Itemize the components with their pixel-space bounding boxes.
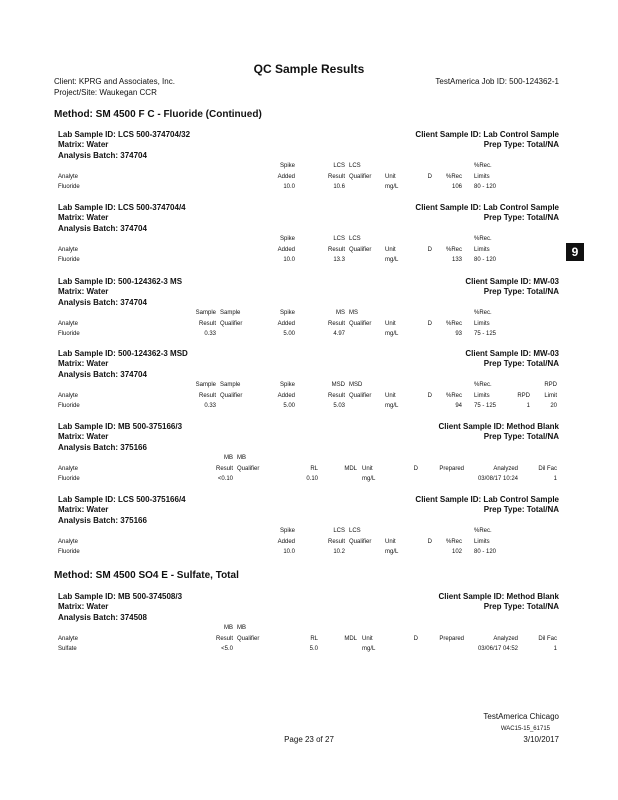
column-header: Limits (474, 321, 490, 327)
table-cell: 80 - 120 (474, 257, 497, 263)
column-header: Analyte (58, 247, 79, 253)
table-cell: 80 - 120 (474, 184, 497, 190)
client-sample-id: Client Sample ID: Method Blank (438, 422, 559, 431)
column-header: LCS (333, 163, 345, 169)
matrix-label: Matrix: Water (58, 140, 109, 149)
table-cell: Fluoride (58, 403, 80, 409)
matrix-label: Matrix: Water (58, 602, 109, 611)
table-cell: <0.10 (217, 476, 233, 482)
matrix-label: Matrix: Water (58, 505, 109, 514)
column-header: %Rec (445, 174, 462, 180)
analysis-batch: Analysis Batch: 374704 (58, 151, 147, 160)
column-header: RL (310, 466, 318, 472)
column-header: D (427, 321, 432, 327)
table-cell: 03/06/17 04:52 (477, 646, 518, 652)
table-cell: mg/L (385, 184, 399, 190)
column-header: Result (215, 466, 233, 472)
column-header: Qualifier (220, 393, 243, 399)
table-cell: mg/L (385, 257, 399, 263)
table-cell: 5.03 (333, 403, 345, 409)
table-cell: 1 (553, 646, 557, 652)
column-header: Analyzed (493, 636, 518, 642)
column-header: MB (237, 455, 246, 461)
column-header: Limit (544, 393, 557, 399)
footer-doc-id: WAC15-15_61715 (500, 726, 550, 732)
column-header: Prepared (439, 466, 464, 472)
column-header: Sample (220, 310, 241, 316)
lab-sample-id: Lab Sample ID: MB 500-375166/3 (58, 422, 183, 431)
column-header: %Rec (445, 247, 462, 253)
column-header: Spike (279, 310, 295, 316)
table-cell: 0.33 (204, 331, 216, 337)
method-heading-fluoride: Method: SM 4500 F C - Fluoride (Continued) (54, 109, 262, 120)
prep-type: Prep Type: Total/NA (483, 359, 559, 368)
table-cell: 10.6 (333, 184, 345, 190)
analysis-batch: Analysis Batch: 374508 (58, 613, 147, 622)
column-header: Limits (474, 393, 490, 399)
column-header: Analyte (58, 539, 79, 545)
column-header: Result (327, 393, 345, 399)
table-cell: 75 - 125 (474, 331, 497, 337)
column-header: %Rec. (474, 236, 492, 242)
table-cell: Sulfate (58, 646, 77, 652)
column-header: Limits (474, 174, 490, 180)
table-cell: mg/L (385, 331, 399, 337)
column-header: Analyzed (493, 466, 518, 472)
column-header: Sample (220, 382, 241, 388)
column-header: Result (198, 393, 216, 399)
column-header: Qualifier (349, 321, 372, 327)
table-cell: 75 - 125 (474, 403, 497, 409)
column-header: Spike (279, 236, 295, 242)
analysis-batch: Analysis Batch: 374704 (58, 370, 147, 379)
table-cell: 102 (451, 549, 462, 555)
column-header: Unit (362, 636, 373, 642)
table-cell: 1 (526, 403, 530, 409)
column-header: D (427, 247, 432, 253)
column-header: Analyte (58, 174, 79, 180)
column-header: Result (327, 247, 345, 253)
table-cell: 10.0 (283, 184, 295, 190)
column-header: Dil Fac (538, 466, 557, 472)
column-header: MDL (344, 466, 357, 472)
table-cell: 93 (455, 331, 462, 337)
table-cell: Fluoride (58, 476, 80, 482)
page-title: QC Sample Results (253, 62, 365, 76)
method-heading-sulfate: Method: SM 4500 SO4 E - Sulfate, Total (54, 570, 239, 581)
section-tab: 9 (566, 243, 584, 261)
table-cell: <5.0 (221, 646, 233, 652)
table-cell: 133 (451, 257, 462, 263)
table-cell: Fluoride (58, 257, 80, 263)
footer-lab: TestAmerica Chicago (483, 712, 559, 721)
column-header: Qualifier (237, 466, 260, 472)
column-header: Unit (362, 466, 373, 472)
column-header: Added (277, 247, 295, 253)
matrix-label: Matrix: Water (58, 287, 109, 296)
table-cell: 0.10 (306, 476, 318, 482)
footer-page: Page 23 of 27 (284, 735, 334, 744)
column-header: Analyte (58, 466, 79, 472)
table-cell: 80 - 120 (474, 549, 497, 555)
column-header: LCS (349, 236, 361, 242)
column-header: Analyte (58, 636, 79, 642)
column-header: Added (277, 393, 295, 399)
lab-sample-id: Lab Sample ID: LCS 500-374704/32 (58, 130, 191, 139)
column-header: Qualifier (349, 247, 372, 253)
column-header: Added (277, 539, 295, 545)
client-name: Client: KPRG and Associates, Inc. (54, 77, 175, 86)
prep-type: Prep Type: Total/NA (483, 213, 559, 222)
table-cell: 10.0 (283, 257, 295, 263)
column-header: MB (224, 625, 233, 631)
prep-type: Prep Type: Total/NA (483, 140, 559, 149)
column-header: %Rec. (474, 382, 492, 388)
table-cell: 03/08/17 10:24 (477, 476, 518, 482)
table-cell: mg/L (385, 403, 399, 409)
lab-sample-id: Lab Sample ID: 500-124362-3 MS (58, 277, 183, 286)
column-header: Analyte (58, 393, 79, 399)
table-cell: mg/L (385, 549, 399, 555)
column-header: D (427, 174, 432, 180)
prep-type: Prep Type: Total/NA (483, 432, 559, 441)
column-header: Spike (279, 528, 295, 534)
client-sample-id: Client Sample ID: MW-03 (465, 277, 559, 286)
table-cell: 5.00 (283, 403, 295, 409)
column-header: LCS (333, 236, 345, 242)
column-header: %Rec. (474, 163, 492, 169)
table-cell: mg/L (362, 476, 376, 482)
table-cell: 5.0 (309, 646, 318, 652)
column-header: Result (327, 174, 345, 180)
lab-sample-id: Lab Sample ID: LCS 500-374704/4 (58, 203, 186, 212)
column-header: Qualifier (349, 539, 372, 545)
client-sample-id: Client Sample ID: Method Blank (438, 592, 559, 601)
job-id: TestAmerica Job ID: 500-124362-1 (435, 77, 559, 86)
table-cell: 10.2 (333, 549, 345, 555)
column-header: MSD (331, 382, 345, 388)
table-cell: 0.33 (204, 403, 216, 409)
prep-type: Prep Type: Total/NA (483, 602, 559, 611)
column-header: Result (198, 321, 216, 327)
table-cell: Fluoride (58, 549, 80, 555)
column-header: LCS (349, 528, 361, 534)
column-header: D (413, 466, 418, 472)
column-header: RPD (517, 393, 530, 399)
table-cell: mg/L (362, 646, 376, 652)
table-cell: Fluoride (58, 331, 80, 337)
column-header: Unit (385, 321, 396, 327)
column-header: MB (237, 625, 246, 631)
column-header: RPD (544, 382, 557, 388)
matrix-label: Matrix: Water (58, 359, 109, 368)
column-header: Added (277, 321, 295, 327)
column-header: Sample (195, 382, 216, 388)
client-sample-id: Client Sample ID: Lab Control Sample (415, 495, 559, 504)
column-header: MDL (344, 636, 357, 642)
table-cell: 94 (455, 403, 462, 409)
column-header: %Rec (445, 539, 462, 545)
column-header: Sample (195, 310, 216, 316)
column-header: Added (277, 174, 295, 180)
column-header: %Rec. (474, 310, 492, 316)
column-header: %Rec. (474, 528, 492, 534)
column-header: Unit (385, 247, 396, 253)
column-header: Qualifier (349, 174, 372, 180)
lab-sample-id: Lab Sample ID: MB 500-374508/3 (58, 592, 183, 601)
client-sample-id: Client Sample ID: MW-03 (465, 349, 559, 358)
column-header: Prepared (439, 636, 464, 642)
client-sample-id: Client Sample ID: Lab Control Sample (415, 203, 559, 212)
column-header: Limits (474, 247, 490, 253)
column-header: Unit (385, 174, 396, 180)
lab-sample-id: Lab Sample ID: 500-124362-3 MSD (58, 349, 188, 358)
table-cell: 1 (553, 476, 557, 482)
column-header: LCS (349, 163, 361, 169)
column-header: %Rec (445, 321, 462, 327)
column-header: Result (327, 321, 345, 327)
column-header: Limits (474, 539, 490, 545)
matrix-label: Matrix: Water (58, 213, 109, 222)
project-site: Project/Site: Waukegan CCR (54, 88, 157, 97)
column-header: Qualifier (220, 321, 243, 327)
column-header: Qualifier (349, 393, 372, 399)
column-header: Spike (279, 382, 295, 388)
analysis-batch: Analysis Batch: 375166 (58, 516, 147, 525)
column-header: %Rec (445, 393, 462, 399)
matrix-label: Matrix: Water (58, 432, 109, 441)
table-cell: 106 (451, 184, 462, 190)
column-header: Result (215, 636, 233, 642)
column-header: MS (336, 310, 345, 316)
column-header: Unit (385, 539, 396, 545)
client-sample-id: Client Sample ID: Lab Control Sample (415, 130, 559, 139)
column-header: D (427, 393, 432, 399)
column-header: Result (327, 539, 345, 545)
table-cell: 20 (550, 403, 557, 409)
table-cell: 5.00 (283, 331, 295, 337)
column-header: MS (349, 310, 358, 316)
column-header: RL (310, 636, 318, 642)
prep-type: Prep Type: Total/NA (483, 287, 559, 296)
analysis-batch: Analysis Batch: 375166 (58, 443, 147, 452)
column-header: Qualifier (237, 636, 260, 642)
prep-type: Prep Type: Total/NA (483, 505, 559, 514)
column-header: Spike (279, 163, 295, 169)
table-cell: 13.3 (333, 257, 345, 263)
column-header: D (413, 636, 418, 642)
column-header: Analyte (58, 321, 79, 327)
lab-sample-id: Lab Sample ID: LCS 500-375166/4 (58, 495, 186, 504)
column-header: D (427, 539, 432, 545)
footer-date: 3/10/2017 (523, 735, 559, 744)
table-cell: 10.0 (283, 549, 295, 555)
column-header: MSD (349, 382, 363, 388)
table-cell: Fluoride (58, 184, 80, 190)
analysis-batch: Analysis Batch: 374704 (58, 224, 147, 233)
column-header: MB (224, 455, 233, 461)
column-header: Dil Fac (538, 636, 557, 642)
column-header: Unit (385, 393, 396, 399)
analysis-batch: Analysis Batch: 374704 (58, 298, 147, 307)
table-cell: 4.97 (333, 331, 345, 337)
column-header: LCS (333, 528, 345, 534)
